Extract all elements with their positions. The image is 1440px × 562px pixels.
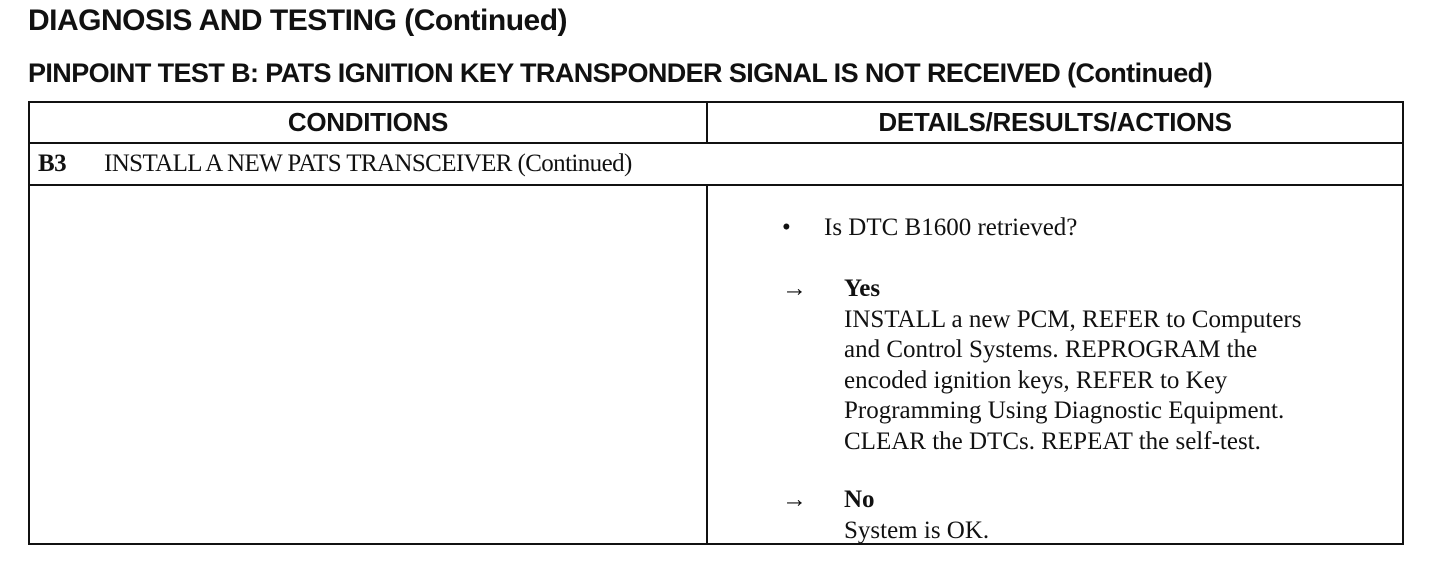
answer-yes-actions: [844, 305, 1301, 458]
action-line: encoded ignition keys, REFER to Key: [844, 366, 1228, 394]
answer-no-label: No: [844, 486, 875, 513]
page-title: DIAGNOSIS AND TESTING (Continued): [28, 4, 568, 37]
action-line: CLEAR the DTCs. REPEAT the self-test.: [844, 427, 1261, 455]
arrow-right-icon: →: [782, 275, 807, 302]
pinpoint-test-table: [28, 101, 1404, 545]
arrow-right-icon: →: [782, 486, 807, 513]
step-title: INSTALL A NEW PATS TRANSCEIVER (Continued): [104, 150, 632, 177]
conditions-cell: [30, 186, 708, 543]
action-line: INSTALL a new PCM, REFER to Computers: [844, 305, 1302, 333]
action-line: and Control Systems. REPROGRAM the: [844, 336, 1258, 363]
action-line: Programming Using Diagnostic Equipment.: [844, 397, 1285, 424]
details-cell: [708, 186, 1402, 543]
step-row: [30, 144, 1402, 186]
step-id: B3: [38, 150, 66, 177]
pinpoint-test-title: PINPOINT TEST B: PATS IGNITION KEY TRANSPONDER SIGNAL IS NOT RECEIVED (Continued): [28, 58, 1212, 88]
answer-yes-label: Yes: [844, 275, 881, 302]
table-header-row: [30, 103, 1402, 144]
question-text: Is DTC B1600 retrieved?: [824, 214, 1078, 241]
column-header-conditions: CONDITIONS: [30, 103, 708, 142]
bullet-icon: •: [782, 214, 791, 241]
column-header-details: DETAILS/RESULTS/ACTIONS: [878, 107, 1232, 137]
answer-no-actions: [844, 516, 989, 547]
action-line: System is OK.: [844, 516, 990, 544]
